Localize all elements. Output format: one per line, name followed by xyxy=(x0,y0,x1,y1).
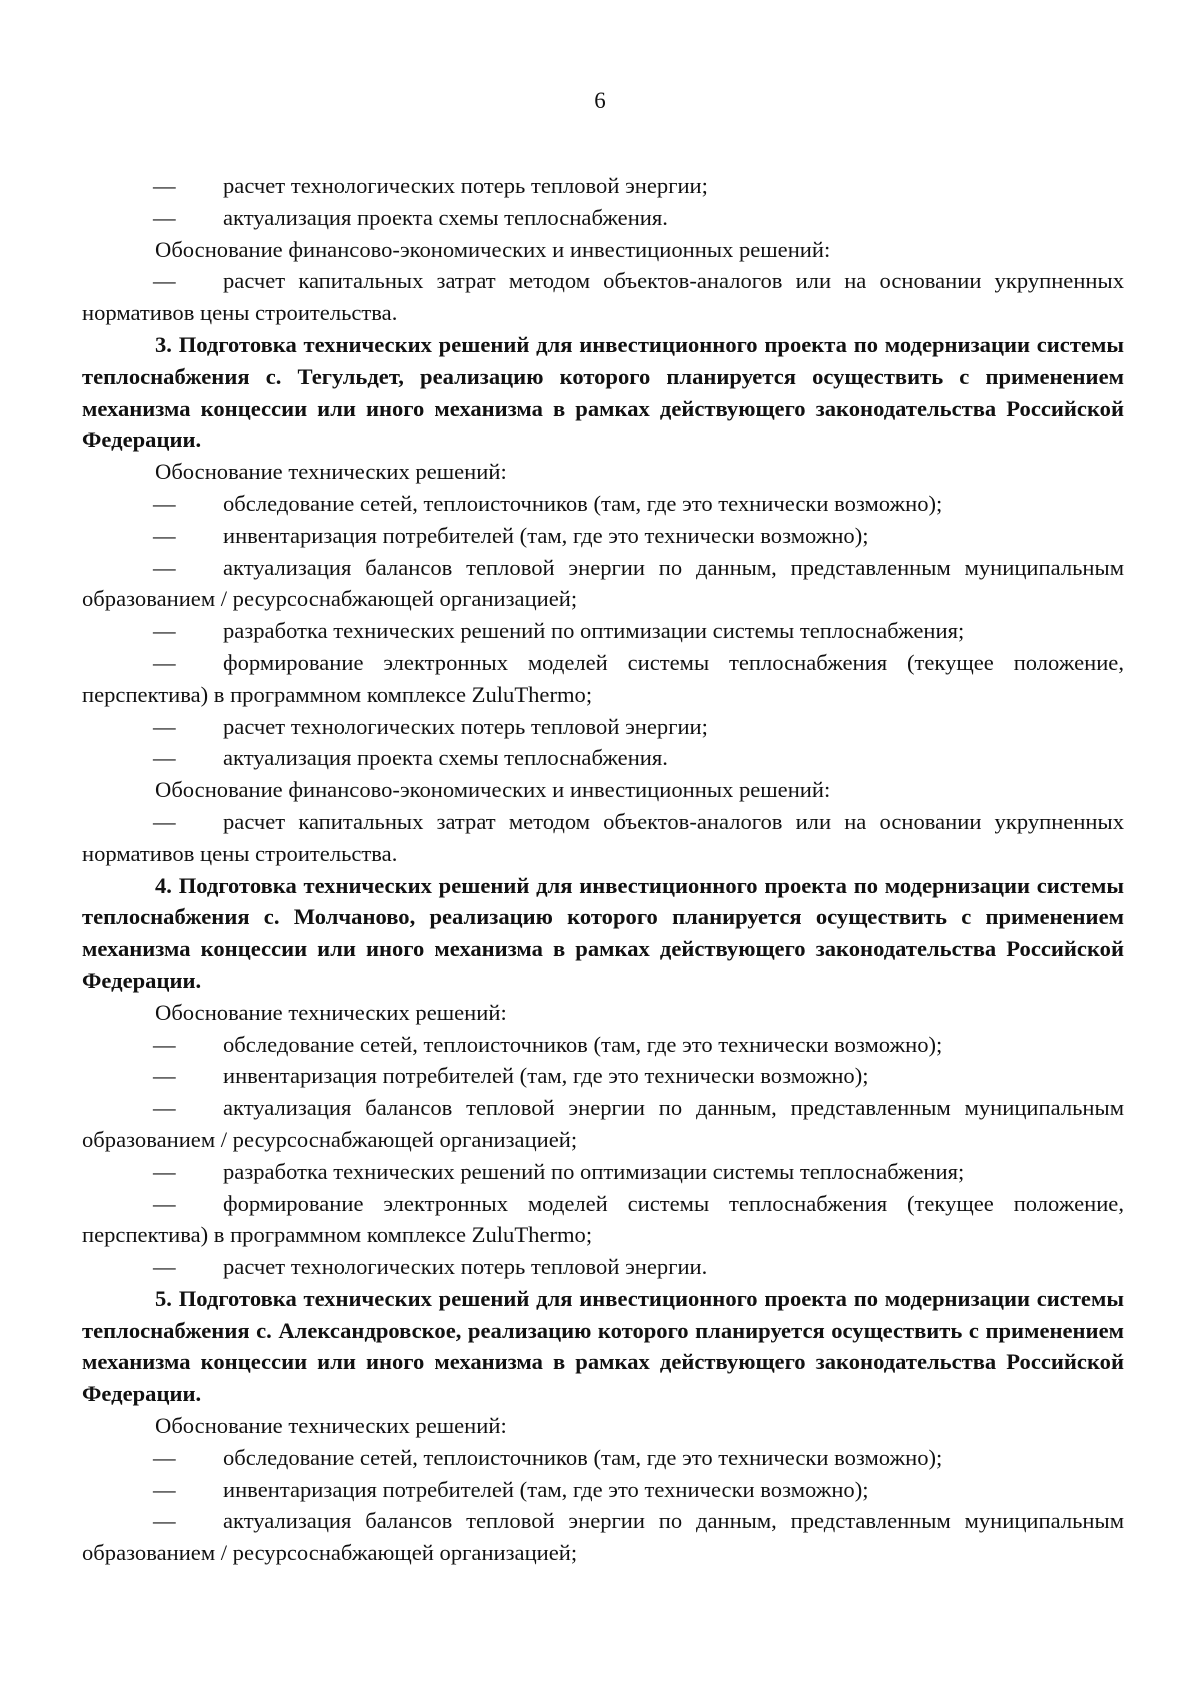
list-item xyxy=(82,170,1124,202)
list-item-text: инвентаризация потребителей (там, где это технически возможно); xyxy=(223,522,869,548)
list-item xyxy=(82,1505,1124,1569)
section-heading: 3. Подготовка технических решений для инвестиционного проекта по модернизации системы теплоснабжения с. Тегульдет, реализацию которого планируется осуществить с применением механизма концессии или иного механизма в рамках действующего законодательства Российской Федерации. xyxy=(82,331,1124,453)
bullet-dash: — xyxy=(153,618,176,644)
list-item xyxy=(82,1442,1124,1474)
list-item-text: актуализация проекта схемы теплоснабжения. xyxy=(223,204,668,230)
list-item-text: актуализация проекта схемы теплоснабжения. xyxy=(223,745,668,771)
bullet-dash: — xyxy=(153,1063,176,1089)
bullet-dash: — xyxy=(153,1031,176,1057)
list-item-text: актуализация балансов тепловой энергии по данным, представленным муниципальным образованием / ресурсоснабжающей организацией; xyxy=(82,1095,1124,1152)
paragraph: Обоснование технических решений: xyxy=(155,999,507,1025)
bullet-dash: — xyxy=(153,490,176,516)
list-item-text: актуализация балансов тепловой энергии по данным, представленным муниципальным образованием / ресурсоснабжающей организацией; xyxy=(82,554,1124,612)
list-item-text: расчет технологических потерь тепловой энергии; xyxy=(223,173,708,198)
list-item-text: актуализация балансов тепловой энергии по данным, представленным муниципальным образованием / ресурсоснабжающей организацией; xyxy=(82,1508,1124,1566)
list-item xyxy=(82,552,1124,616)
list-item-text: расчет технологических потерь тепловой энергии; xyxy=(223,713,708,739)
list-item xyxy=(82,1156,1124,1188)
list-item xyxy=(82,806,1124,870)
list-item xyxy=(82,1029,1124,1061)
list-item xyxy=(82,647,1124,711)
list-item-text: обследование сетей, теплоисточников (там, где это технически возможно); xyxy=(223,1444,943,1470)
list-item-text: расчет технологических потерь тепловой энергии. xyxy=(223,1254,708,1280)
bullet-dash: — xyxy=(153,1444,176,1470)
page-number: 6 xyxy=(594,88,606,113)
section-heading: 4. Подготовка технических решений для инвестиционного проекта по модернизации системы теплоснабжения с. Молчаново, реализацию которого планируется осуществить с применением механизма концессии или иного механизма в рамках действующего законодательства Российской Федерации. xyxy=(82,872,1124,993)
list-item xyxy=(82,1060,1124,1092)
paragraph: Обоснование финансово-экономических и инвестиционных решений: xyxy=(155,236,831,262)
list-item xyxy=(82,1188,1124,1252)
bullet-dash: — xyxy=(153,554,176,580)
list-item xyxy=(82,202,1124,234)
list-item xyxy=(82,520,1124,552)
bullet-dash: — xyxy=(153,1254,176,1280)
list-item-text: расчет капитальных затрат методом объектов-аналогов или на основании укрупненных нормативов цены строительства. xyxy=(82,808,1124,866)
section-heading: 5. Подготовка технических решений для инвестиционного проекта по модернизации системы теплоснабжения с. Александровское, реализацию которого планируется осуществить с применением механизма концессии или иного механизма в рамках действующего законодательства Российской Федерации. xyxy=(82,1285,1124,1407)
list-item-text: формирование электронных моделей системы теплоснабжения (текущее положение, перспектива) в программном комплексе ZuluThermo; xyxy=(82,649,1124,707)
list-item-text: инвентаризация потребителей (там, где это технически возможно); xyxy=(223,1476,869,1502)
bullet-dash: — xyxy=(153,745,176,771)
bullet-dash: — xyxy=(153,1190,176,1216)
list-item-text: расчет капитальных затрат методом объектов-аналогов или на основании укрупненных нормативов цены строительства. xyxy=(82,268,1124,326)
list-item xyxy=(82,1251,1124,1283)
list-item xyxy=(82,1474,1124,1506)
list-item-text: обследование сетей, теплоисточников (там, где это технически возможно); xyxy=(223,1031,943,1057)
list-item-text: формирование электронных моделей системы теплоснабжения (текущее положение, перспектива) в программном комплексе ZuluThermo; xyxy=(82,1190,1124,1248)
list-item-text: разработка технических решений по оптимизации системы теплоснабжения; xyxy=(223,1158,965,1184)
list-item-text: инвентаризация потребителей (там, где это технически возможно); xyxy=(223,1063,869,1089)
list-item xyxy=(82,711,1124,743)
bullet-dash: — xyxy=(153,268,176,294)
bullet-dash: — xyxy=(153,808,176,834)
list-item xyxy=(82,742,1124,774)
bullet-dash: — xyxy=(153,649,176,675)
bullet-dash: — xyxy=(153,1158,176,1184)
document-body xyxy=(82,170,1124,1569)
bullet-dash: — xyxy=(153,1508,176,1534)
list-item xyxy=(82,265,1124,329)
list-item xyxy=(82,488,1124,520)
bullet-dash: — xyxy=(153,173,176,198)
bullet-dash: — xyxy=(153,713,176,739)
list-item-text: обследование сетей, теплоисточников (там, где это технически возможно); xyxy=(223,490,943,516)
paragraph: Обоснование технических решений: xyxy=(155,1413,507,1439)
paragraph: Обоснование технических решений: xyxy=(155,459,507,485)
list-item-text: разработка технических решений по оптимизации системы теплоснабжения; xyxy=(223,618,965,644)
list-item xyxy=(82,1092,1124,1156)
bullet-dash: — xyxy=(153,1476,176,1502)
bullet-dash: — xyxy=(153,1095,176,1121)
bullet-dash: — xyxy=(153,522,176,548)
paragraph: Обоснование финансово-экономических и инвестиционных решений: xyxy=(155,777,831,803)
list-item xyxy=(82,615,1124,647)
bullet-dash: — xyxy=(153,204,176,230)
